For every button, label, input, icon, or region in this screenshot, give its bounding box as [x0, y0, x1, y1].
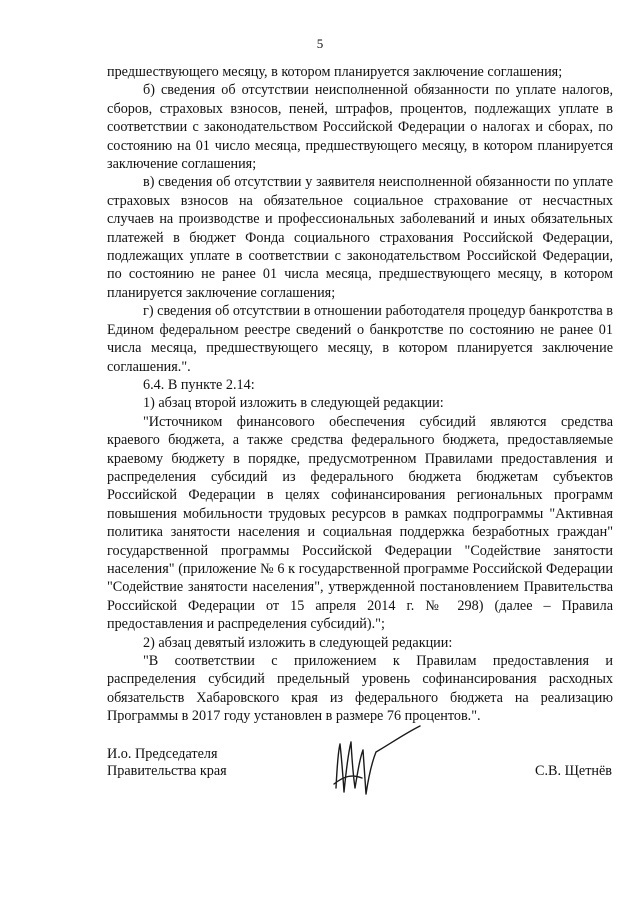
paragraph-item-v: в) сведения об отсутствии у заявителя неисполненной обязанности по уплате страховых взносов на обязательное социальное страхование от несчастных случаев на производстве и профессиональных заболеваний и иных обязательных платежей в бюджет Фонда социального страхования Российской Федерации, подлежащих уплате в соответствии с законодательством Российской Федерации, по состоянию не ранее 01 числа месяца, предшествующего месяцу, в котором планируется заключение соглашения; [107, 174, 613, 301]
document-body [107, 63, 613, 726]
paragraph-continuation: предшествующего месяцу, в котором планируется заключение соглашения; [107, 64, 563, 80]
page-number: 5 [316, 36, 324, 51]
paragraph-item-b: б) сведения об отсутствии неисполненной обязанности по уплате налогов, сборов, страховых взносов, пеней, штрафов, процентов, подлежащих уплате в соответствии с законодательством Российской Федерации о налогах и сборах, по состоянию на 01 число месяца, предшествующего месяцу, в котором планируется заключение соглашения; [107, 82, 613, 173]
paragraph-section-6-4: 6.4. В пункте 2.14: [143, 376, 255, 393]
paragraph-subitem-2: 2) абзац девятый изложить в следующей редакции: [143, 634, 453, 651]
signatory-position-line1: И.о. Председателя [107, 746, 218, 762]
paragraph-quoted-text-2: "В соответствии с приложением к Правилам предоставления и распределения субсидий предельный уровень софинансирования расходных обязательств Хабаровского края из федерального бюджета на реализацию Программы в 2017 году установлен в размере 76 процентов.". [107, 653, 613, 725]
paragraph-quoted-text-1: "Источником финансового обеспечения субсидий являются средства краевого бюджета, а также средства федерального бюджета, предоставляемые краевому бюджету в порядке, предусмотренном Правилами предоставления и распределения субсидий из федерального бюджета бюджетам субъектов Российской Федерации в целях софинансирования региональных программ повышения мобильности трудовых ресурсов в рамках подпрограммы "Активная политика занятости населения и социальная поддержка безработных граждан" государственной программы Российской Федерации "Содействие занятости населения" (приложение № 6 к государственной программе Российской Федерации "Содействие занятости населения", утвержденной постановлением Правительства Российской Федерации от 15 апреля 2014 г. № 298) (далее – Правила предоставления и распределения субсидий)."; [107, 413, 613, 633]
signatory-position [107, 746, 227, 780]
paragraph-subitem-1: 1) абзац второй изложить в следующей редакции: [143, 395, 444, 412]
paragraph-item-g: г) сведения об отсутствии в отношении работодателя процедур банкротства в Едином федеральном реестре сведений о банкротстве по состоянию не ранее 01 числа месяца, предшествующего месяцу, в котором планируется заключение соглашения.". [107, 303, 613, 375]
handwritten-signature [322, 722, 432, 802]
signatory-position-line2: Правительства края [107, 763, 227, 779]
signatory-name: С.В. Щетнёв [535, 763, 612, 779]
